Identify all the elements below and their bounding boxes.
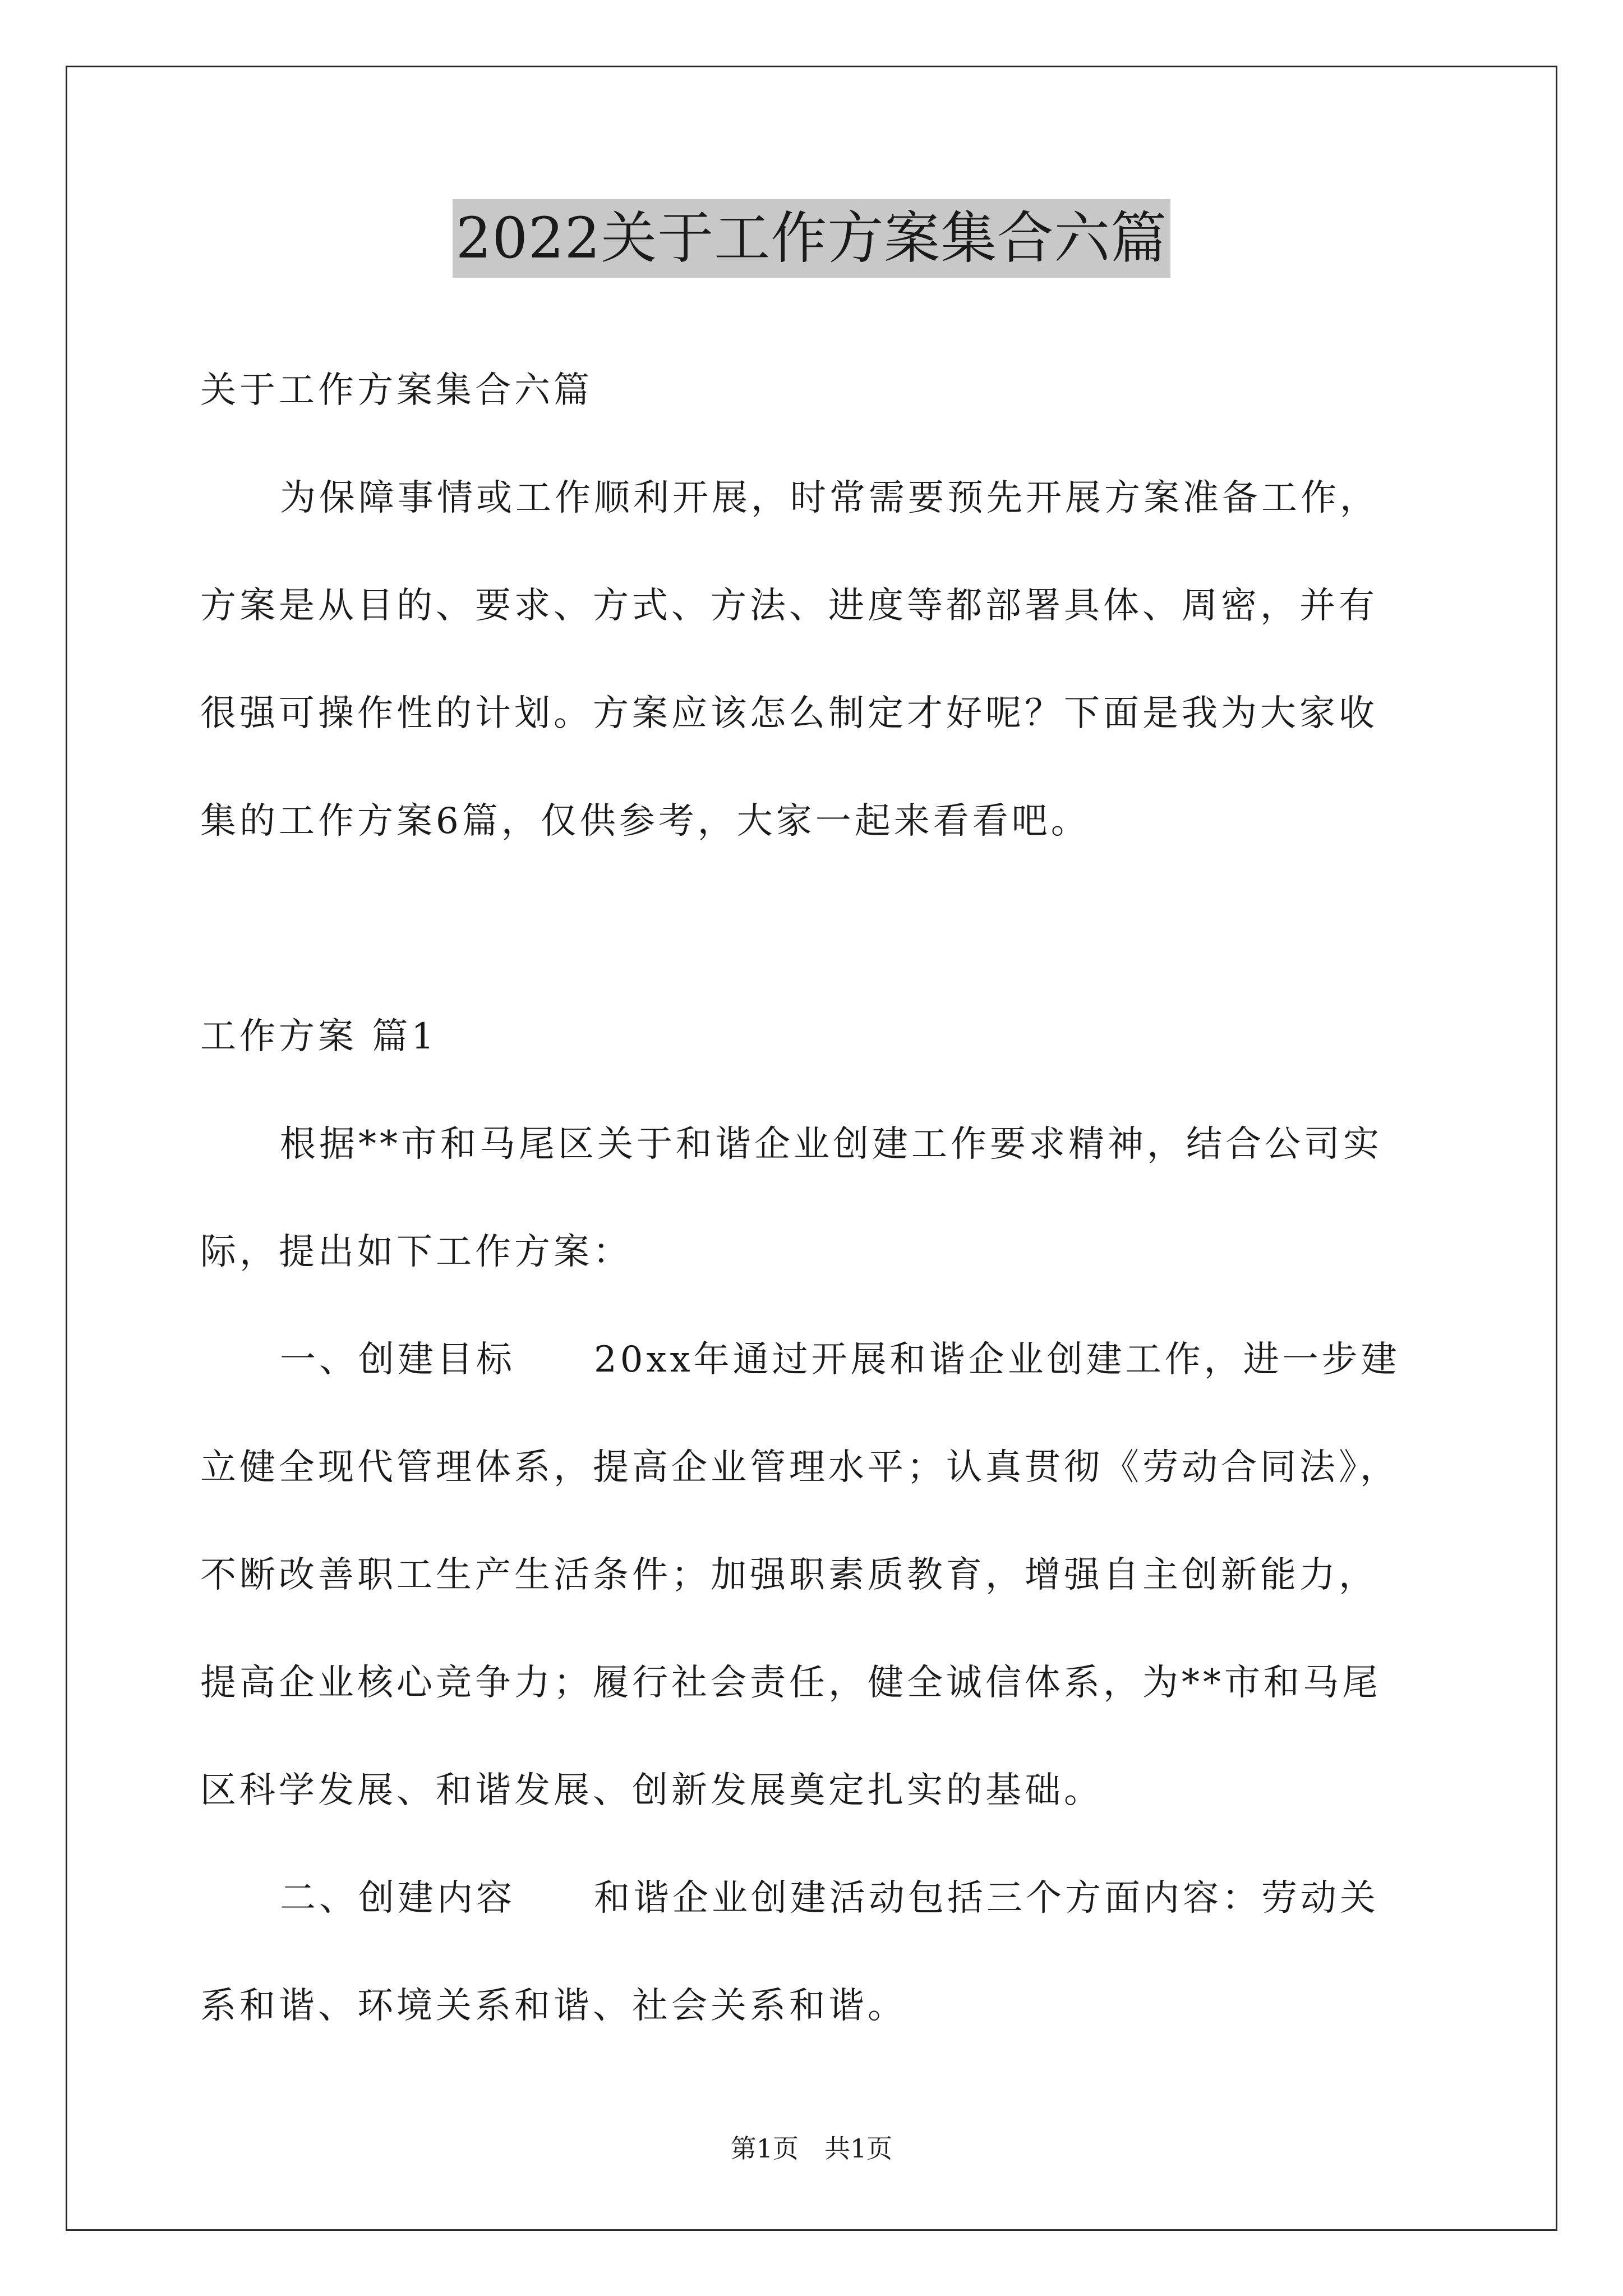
paragraph-line: 系和谐、环境关系和谐、社会关系和谐。 [200,1985,907,2027]
spacer [200,875,1428,983]
document-title: 2022关于工作方案集合六篇 [453,199,1171,278]
paragraph-line: 不断改善职工生产生活条件；加强职素质教育，增强自主创新能力， [200,1554,1378,1596]
intro-line: 集的工作方案6篇，仅供参考，大家一起来看看吧。 [200,800,1090,842]
item-heading: 一、创建目标 [280,1339,515,1381]
intro-line: 为保障事情或工作顺利开展，时常需要预先开展方案准备工作， [280,477,1379,519]
paragraph-line: 根据**市和马尾区关于和谐企业创建工作要求精神，结合公司实 [280,1124,1382,1165]
paragraph-line: 区科学发展、和谐发展、创新发展奠定扎实的基础。 [200,1770,1103,1811]
item-text: 20xx年通过开展和谐企业创建工作，进一步建 [594,1339,1400,1381]
item-first-line [200,1844,1428,1952]
intro-line: 很强可操作性的计划。方案应该怎么制定才好呢？下面是我为大家收 [200,693,1378,734]
subtitle: 关于工作方案集合六篇 [200,370,593,411]
item-heading: 二、创建内容 [280,1878,515,1919]
paragraph-line: 立健全现代管理体系，提高企业管理水平；认真贯彻《劳动合同法》， [200,1447,1399,1488]
item-first-line [200,1306,1428,1414]
paragraph-line: 际，提出如下工作方案： [200,1231,632,1273]
page-footer: 第1页 共1页 [730,2133,893,2164]
item-text: 和谐企业创建活动包括三个方面内容：劳动关 [594,1878,1379,1919]
section-heading: 工作方案 篇1 [200,1016,438,1057]
document-body [200,337,1428,2060]
intro-line: 方案是从目的、要求、方式、方法、进度等都部署具体、周密，并有 [200,585,1378,627]
title-container [0,199,1623,278]
paragraph-line: 提高企业核心竞争力；履行社会责任，健全诚信体系，为**市和马尾 [200,1662,1381,1704]
